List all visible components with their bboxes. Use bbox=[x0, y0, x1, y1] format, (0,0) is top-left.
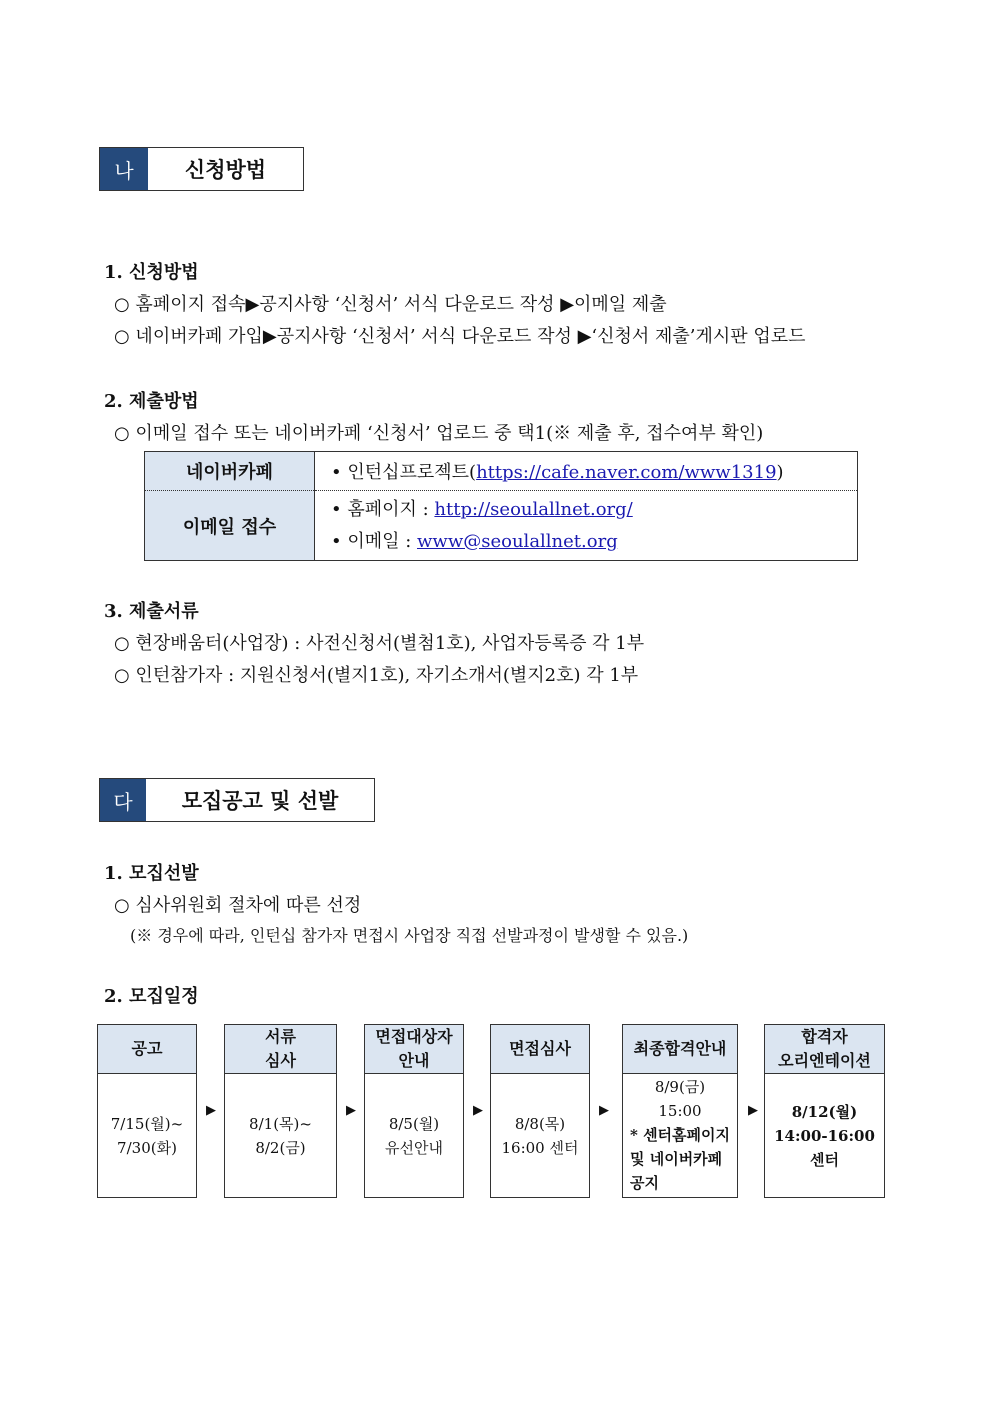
list-item: ○ 심사위원회 절차에 따른 선정 bbox=[114, 895, 362, 916]
heading-documents: 3. 제출서류 bbox=[104, 601, 199, 622]
email-prefix: • 이메일 : bbox=[331, 530, 418, 552]
cafe-link[interactable]: https://cafe.naver.com/www1319 bbox=[476, 462, 777, 483]
selection-note: (※ 경우에 따라, 인턴십 참가자 면접시 사업장 직접 선발과정이 발생할 수 있음.) bbox=[130, 926, 689, 945]
schedule-step-orientation bbox=[764, 1024, 885, 1198]
schedule-step-document-review bbox=[224, 1024, 337, 1198]
step-body: 8/8(목) 16:00 센터 bbox=[501, 1114, 579, 1157]
list-item: ○ 홈페이지 접속▶공지사항 ‘신청서’ 서식 다운로드 작성 ▶이메일 제출 bbox=[114, 294, 667, 315]
schedule-step-interview-notice bbox=[364, 1024, 464, 1198]
step-body: 8/1(목)~ 8/2(금) bbox=[249, 1114, 312, 1157]
step-body: 7/15(월)~ 7/30(화) bbox=[110, 1114, 184, 1157]
home-prefix: • 홈페이지 : bbox=[331, 498, 435, 520]
list-item: ○ 이메일 접수 또는 네이버카페 ‘신청서’ 업로드 중 택1(※ 제출 후, 접수여부 확인) bbox=[114, 423, 764, 444]
arrow-icon: ▶ bbox=[599, 1103, 609, 1118]
section-tag: 나 bbox=[100, 148, 148, 190]
email-cell bbox=[315, 491, 858, 561]
step-head: 면접심사 bbox=[491, 1025, 589, 1074]
section-title: 모집공고 및 선발 bbox=[181, 788, 339, 813]
step-head: 최종합격안내 bbox=[623, 1025, 737, 1074]
submit-channel-table bbox=[144, 451, 858, 561]
section-header-apply bbox=[99, 147, 304, 191]
email-link[interactable]: www@seoulallnet.org bbox=[417, 530, 618, 552]
step-note: * 센터홈페이지 및 네이버카페 공지 bbox=[630, 1126, 731, 1192]
step-body: 8/9(금) 15:00 bbox=[654, 1078, 706, 1120]
list-item: ○ 인턴참가자 : 지원신청서(별지1호), 자기소개서(별지2호) 각 1부 bbox=[114, 665, 639, 686]
arrow-icon: ▶ bbox=[206, 1103, 216, 1118]
homepage-link[interactable]: http://seoulallnet.org/ bbox=[434, 498, 633, 520]
heading-submit-method: 2. 제출방법 bbox=[104, 391, 199, 412]
arrow-icon: ▶ bbox=[346, 1103, 356, 1118]
step-head: 합격자 오리엔테이션 bbox=[765, 1025, 884, 1074]
cafe-suffix: ) bbox=[776, 462, 784, 483]
list-item: ○ 현장배움터(사업장) : 사전신청서(별첨1호), 사업자등록증 각 1부 bbox=[114, 633, 645, 654]
cafe-cell bbox=[315, 452, 858, 491]
email-label: 이메일 접수 bbox=[145, 491, 315, 561]
cafe-prefix: • 인턴십프로젝트( bbox=[331, 462, 477, 483]
heading-apply-method: 1. 신청방법 bbox=[104, 262, 199, 283]
cafe-label: 네이버카페 bbox=[145, 452, 315, 491]
schedule-step-notice bbox=[97, 1024, 197, 1198]
schedule-step-final-notice bbox=[622, 1024, 738, 1198]
arrow-icon: ▶ bbox=[473, 1103, 483, 1118]
schedule-step-interview bbox=[490, 1024, 590, 1198]
section-title: 신청방법 bbox=[184, 157, 267, 182]
step-head: 공고 bbox=[98, 1025, 196, 1074]
step-body: 8/12(월) 14:00-16:00 센터 bbox=[774, 1102, 875, 1169]
section-tag: 다 bbox=[100, 779, 146, 821]
arrow-icon: ▶ bbox=[748, 1103, 758, 1118]
heading-schedule: 2. 모집일정 bbox=[104, 986, 199, 1007]
step-head: 서류 심사 bbox=[225, 1025, 336, 1074]
step-head: 면접대상자 안내 bbox=[365, 1025, 463, 1074]
heading-selection: 1. 모집선발 bbox=[104, 863, 199, 884]
step-body: 8/5(월) 유선안내 bbox=[385, 1114, 443, 1157]
section-header-recruit bbox=[99, 778, 375, 822]
list-item: ○ 네이버카페 가입▶공지사항 ‘신청서’ 서식 다운로드 작성 ▶‘신청서 제출’게시판 업로드 bbox=[114, 326, 806, 347]
